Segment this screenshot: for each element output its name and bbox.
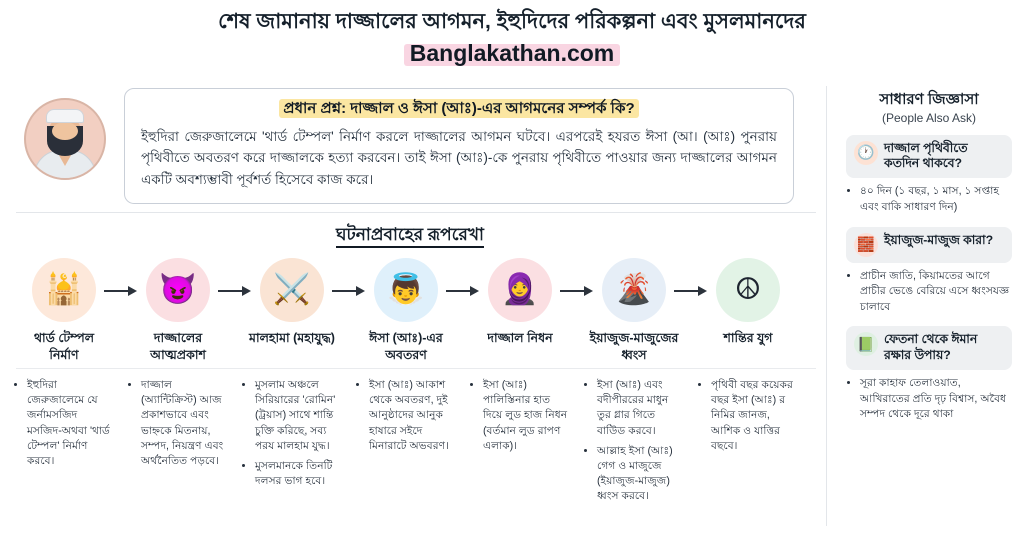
main-question-body: ইহুদিরা জেরুজালেমে 'থার্ড টেম্পল' নির্মাণ করলে দাজ্জালের আগমন ঘটবে। এরপরেই হযরত ঈসা (আ। (আঃ) পুনরায় পৃথিবীতে অবতরণ করে দাজ্জালকে হত্যা করবেন। তাই ঈসা (আঃ)-কে পুনরায় পৃথিবীতে পাওয়ার জন্য দাজ্জালের আগমন একটি অবশ্যম্ভাবী পূর্বশর্ত হিসেবে কাজ করে। (141, 128, 777, 188)
flow-node-4 (374, 258, 438, 322)
faq-question[interactable] (846, 135, 1012, 179)
flow-node-3 (260, 258, 324, 322)
list-item: • ইহুদিরা জেরুজালেমে যে জর্নামসজিদ মসজিদ-অথবা 'থার্ড টেম্পল' নির্মাণ করবে। (27, 378, 112, 469)
faq-question[interactable] (846, 227, 1012, 263)
dajjal-slain-icon: 🧕 (488, 258, 552, 322)
faq-question-text: ফেতনা থেকে ঈমান রক্ষার উপায়? (884, 332, 978, 363)
faq-answer-list (846, 269, 1012, 316)
peace-icon: ☮ (716, 258, 780, 322)
bottom-fade (0, 528, 1024, 538)
faq-answer-list (846, 184, 1012, 215)
flow-step-details (700, 378, 796, 459)
flow-step-details (16, 378, 112, 474)
flow-step-details (358, 378, 454, 459)
quran-icon: 📗 (854, 332, 878, 356)
faq-question-text: ইয়াজুজ-মাজুজ কারা? (884, 232, 994, 247)
mountain-smoke-icon: 🌋 (602, 258, 666, 322)
flow-step-details (130, 378, 226, 474)
swords-icon: ⚔️ (260, 258, 324, 322)
flow-step-label: থার্ড টেম্পল নির্মাণ (33, 331, 95, 362)
flow-arrow-5 (560, 286, 594, 296)
flow-node-1 (32, 258, 96, 322)
gate-fire-icon: 🧱 (854, 233, 878, 257)
flow-step-label: ঈসা (আঃ)-এর অবতরণ (369, 331, 443, 362)
flow-node-2 (146, 258, 210, 322)
clock-icon: 🕐 (854, 141, 878, 165)
flow-step-details (244, 378, 340, 494)
sidebar-subtitle: (People Also Ask) (881, 110, 977, 125)
avatar-cap (46, 109, 84, 123)
list-item: • ইসা (আঃ) এবং বদীপীররের মাধুন তুর গ্লার গিতে বাউিড করবে। (597, 378, 682, 439)
avatar-face (52, 122, 78, 140)
faq-question-text: দাজ্জাল পৃথিবীতে কতদিন থাকবে? (884, 140, 968, 171)
flow-title: ঘটনাপ্রবাহের রূপরেখা (0, 222, 820, 250)
mosque-icon: 🕌 (32, 258, 96, 322)
faq-item-3[interactable] (846, 326, 1012, 423)
flow-arrow-2 (218, 286, 252, 296)
flow-step-label: দাজ্জাল নিধন (487, 331, 553, 345)
flow-arrow-3 (332, 286, 366, 296)
main-question-title: প্রধান প্রশ্ন: দাজ্জাল ও ঈসা (আঃ)-এর আগমনের সম্পর্ক কি? (141, 99, 777, 119)
angel-icon: 👼 (374, 258, 438, 322)
faq-list (846, 135, 1012, 423)
devil-icon: 😈 (146, 258, 210, 322)
list-item: • ইসা (আঃ) পালিস্তিনার হাত দিয়ে লুড হাজ নিধন (বর্তমান লুড রাপণ এলাক)। (483, 378, 568, 454)
flow-node-6 (602, 258, 666, 322)
faq-item-2[interactable] (846, 227, 1012, 316)
flow-node-7 (716, 258, 780, 322)
list-item: • দাজ্জাল (অ্যান্টিক্রিস্ট) আজ প্রকাশভাবে এবং ভাহ্নকে মিতনায়, সম্পদ, নিয়ন্ত্রণ এবং অর্থনৈতিত পড়বে। (141, 378, 226, 469)
flow-arrow-6 (674, 286, 708, 296)
flow-arrow-4 (446, 286, 480, 296)
list-item: • পৃথিবী বছর কয়েকর বছর ইসা (আঃ) র নিমির জানজ, আশিক ও যাত্তির বছবে। (711, 378, 796, 454)
faq-answer: • সূরা কাহাফ তেলাওয়াত, আখিরাতের প্রতি দৃঢ় বিশ্বাস, অবৈধ সম্পদ থেকে দূরে থাকা (860, 376, 1012, 423)
faq-answer-list (846, 376, 1012, 423)
faq-answer: • প্রাচীন জাতি, কিয়ামতের আগে প্রাচীর ভেঙে বেরিয়ে এসে ধ্বংসযজ্ঞ চালাবে (860, 269, 1012, 316)
flow-step-label: শান্তির যুগ (723, 331, 773, 345)
faq-question[interactable] (846, 326, 1012, 370)
header (0, 8, 1024, 67)
avatar (24, 98, 106, 180)
flow-node-5 (488, 258, 552, 322)
flow-arrow-1 (104, 286, 138, 296)
main-question-box (124, 88, 794, 204)
list-item: • মুসলাম অঞ্চলে সিরিয়ারের 'রোমিন' (ট্রয়াস) সাথে শান্তি চুক্তি করিছে, সব্য পরয মালহাম যুদ্ধ। (255, 378, 340, 454)
list-item: • আল্লাহ ইসা (আঃ) গেগ ও মাজুজে (ইয়াজুজ-মাজুজ) ধ্বংস করবে। (597, 444, 682, 505)
divider-mid (16, 368, 816, 369)
brand-watermark: Banglakathan.com (410, 40, 615, 67)
sidebar-title: সাধারণ জিজ্ঞাসা (879, 91, 979, 108)
faq-item-1[interactable] (846, 135, 1012, 216)
list-item: • ইসা (আঃ) আকাশ থেকে অবতরণ, দুই আনুষ্ঠাদের আনুক হাষারে সইদে মিনারাটে অভবরণ। (369, 378, 454, 454)
vertical-divider (826, 86, 827, 526)
page-title: শেষ জামানায় দাজ্জালের আগমন, ইহুদিদের পরিকল্পনা এবং মুসলমানদের (218, 10, 806, 33)
flow-step-label: মালহামা (মহাযুদ্ধ) (249, 331, 335, 345)
flow-step-details (586, 378, 682, 510)
faq-answer: • ৪০ দিন (১ বছর, ১ মাস, ১ সপ্তাহ এবং বাকি সাধারণ দিন) (860, 184, 1012, 215)
sidebar (846, 90, 1012, 434)
flow-step-label: ইয়াজুজ-মাজুজের ধ্বংস (589, 331, 679, 362)
flow-step-details (472, 378, 568, 459)
divider-top (16, 212, 816, 213)
flow-step-label: দাজ্জালের আত্মপ্রকাশ (150, 331, 206, 362)
list-item: • মুসলমানকে তিনটি দলসর ভাগ হবে। (255, 459, 340, 489)
